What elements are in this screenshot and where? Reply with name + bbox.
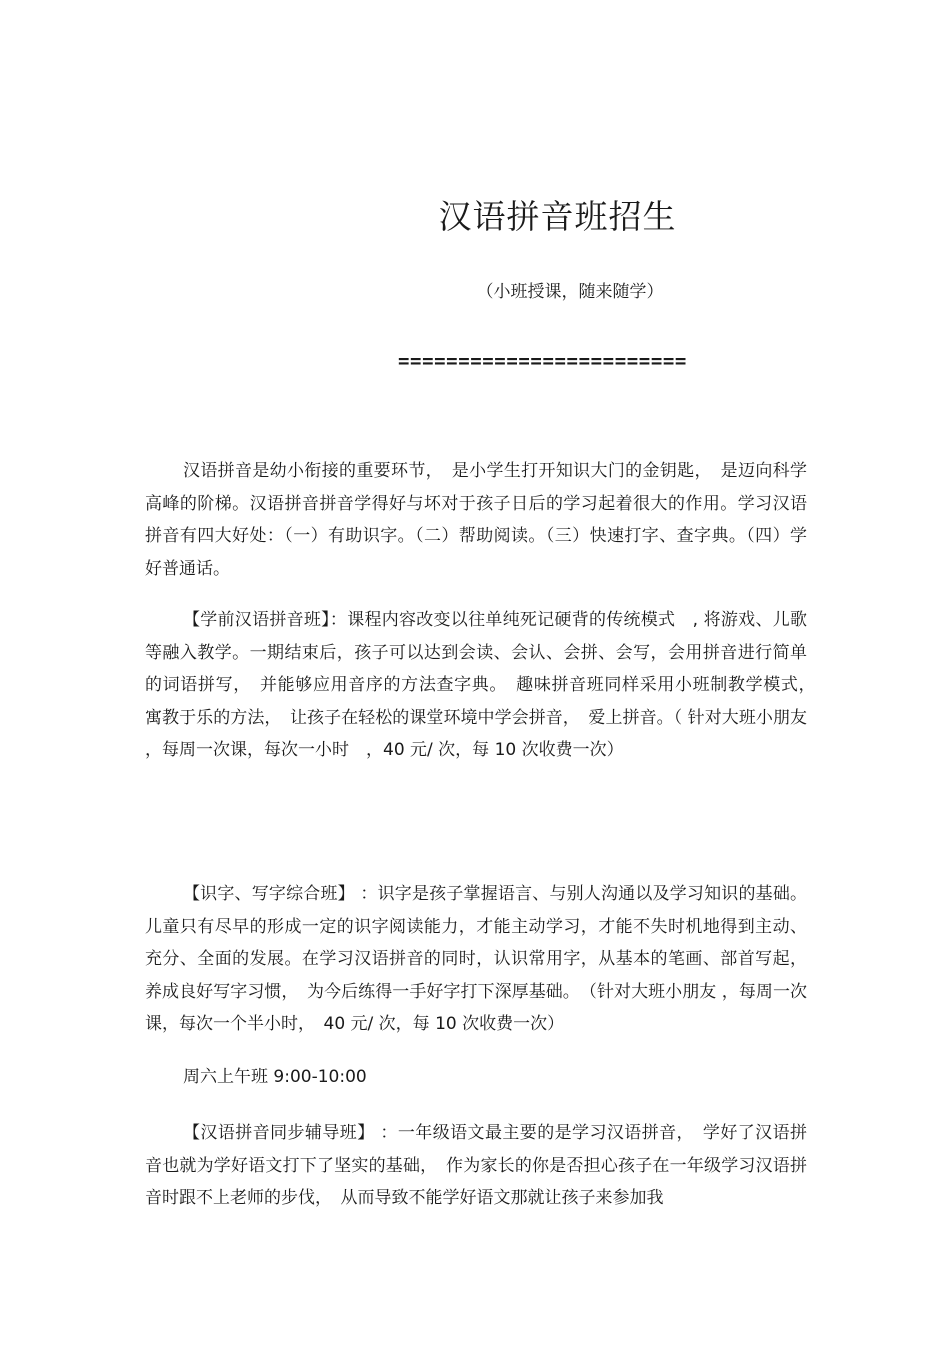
document-title: 汉语拼音班招生 bbox=[438, 197, 677, 236]
document-subtitle: （小班授课，随来随学） bbox=[476, 282, 664, 302]
paragraph-intro: 汉语拼音是幼小衔接的重要环节， 是小学生打开知识大门的金钥匙， 是迈向科学高峰的阶梯。汉语拼音拼音学得好与坏对于孩子日后的学习起着很大的作用。学习汉语拼音有四大好处：（一）有助识字。（二）帮助阅读。（三）快速打字、查字典。（四）学好普通话。 bbox=[145, 461, 807, 579]
paragraph-literacy-writing-class: 【识字、写字综合班】 ：识字是孩子掌握语言、与别人沟通以及学习知识的基础。儿童只有尽早的形成一定的识字阅读能力，才能主动学习，才能不失时机地得到主动、充分、全面的发展。在学习汉语拼音的同时，认识常用字，从基本的笔画、部首写起，养成良好写字习惯， 为今后练得一手好字打下深厚基础。 （针对大班小朋友 ，每周一次课，每次一个半小时， 40 元/ 次，每 10 次收费一次） bbox=[145, 884, 807, 1034]
paragraph-preschool-pinyin-class: 【学前汉语拼音班】：课程内容改变以往单纯死记硬背的传统模式 , 将游戏、儿歌等融入教学。一期结束后，孩子可以达到会读、会认、会拼、会写，会用拼音进行简单的词语拼写， 并能够应用音序的方法查字典。 趣味拼音班同样采用小班制教学模式， 寓教于乐的方法， 让孩子在轻松的课堂环境中学会拼音， 爱上拼音。（ 针对大班小朋友 ，每周一次课，每次一小时 ，40 元/ 次，每 10 次收费一次） bbox=[145, 610, 824, 760]
separator-line: ======================== bbox=[398, 350, 687, 372]
schedule-saturday-morning: 周六上午班 9:00-10:00 bbox=[183, 1067, 367, 1087]
paragraph-sync-tutoring-class: 【汉语拼音同步辅导班】 ：一年级语文最主要的是学习汉语拼音， 学好了汉语拼音也就为学好语文打下了坚实的基础， 作为家长的你是否担心孩子在一年级学习汉语拼音时跟不上老师的步伐， 从而导致不能学好语文那就让孩子来参加我 bbox=[145, 1123, 807, 1208]
